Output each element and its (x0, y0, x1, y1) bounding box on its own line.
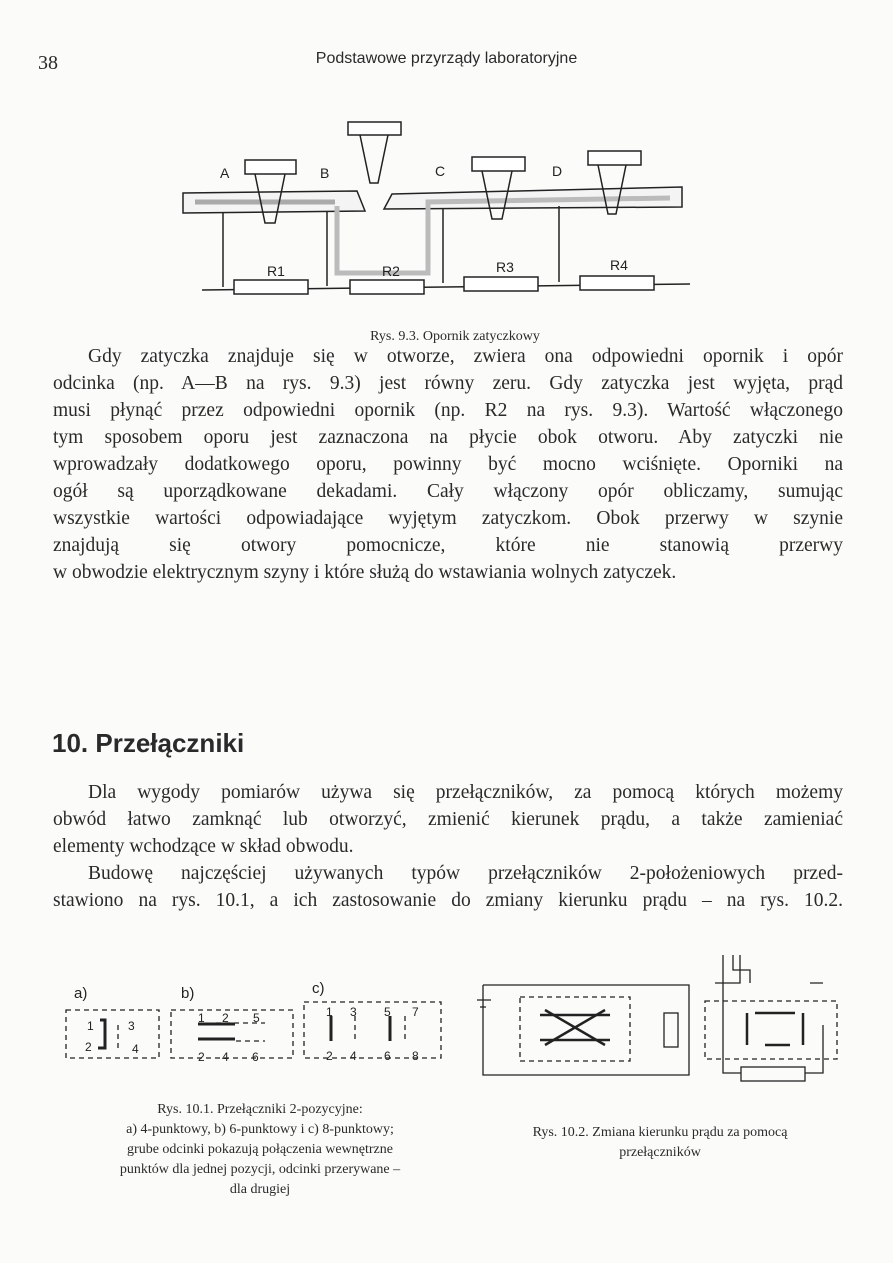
text-line: ogół są uporządkowane dekadami. Cały włączony opór obliczamy, sumując (53, 481, 843, 502)
text-line: wszystkie wartości odpowiadające wyjętym zatyczkom. Obok przerwy w szynie (53, 508, 843, 529)
caption-line: Rys. 10.2. Zmiana kierunku prądu za pomocą (532, 1125, 788, 1140)
pin-label: 5 (384, 1005, 391, 1019)
pin-label: 2 (198, 1050, 205, 1064)
panel-c-label: c) (312, 980, 325, 997)
label-b: B (320, 165, 330, 181)
text-line: tym sposobem oporu jest zaznaczona na płycie obok otworu. Aby zatyczki nie (53, 427, 843, 448)
label-r1: R1 (267, 263, 285, 279)
pin-label: 1 (326, 1005, 333, 1019)
text-line: elementy wchodzące w skład obwodu. (53, 836, 354, 857)
panel-a-label: a) (74, 985, 88, 1002)
figure-9-3-caption: Rys. 9.3. Opornik zatyczkowy (370, 329, 540, 344)
label-d: D (552, 163, 563, 179)
figure-10-2-current-reversal (465, 945, 855, 1095)
text-line: Gdy zatyczka znajduje się w otworze, zwiera ona odpowiedni opornik i opór (88, 346, 843, 367)
pin-label: 2 (85, 1040, 92, 1054)
text-line: musi płynąć przez odpowiedni opornik (np. R2 na rys. 9.3). Wartość włączonego (53, 400, 843, 421)
page-number: 38 (38, 52, 58, 74)
pin-label: 4 (132, 1042, 139, 1056)
text-line: obwód łatwo zamknąć lub otworzyć, zmienić kierunek prądu, a także zamieniać (53, 809, 843, 830)
label-r3: R3 (496, 259, 514, 275)
figure-10-1-caption (55, 1100, 465, 1200)
pin-label: 2 (222, 1011, 229, 1025)
label-r2: R2 (382, 263, 400, 279)
caption-line: dla drugiej (229, 1182, 291, 1197)
pin-label: 1 (87, 1019, 94, 1033)
pin-label: 4 (222, 1050, 229, 1064)
text-line: w obwodzie elektrycznym szyny i które służą do wstawiania wolnych zatyczek. (53, 562, 677, 583)
text-line: znajdują się otwory pomocnicze, które nie stanowią przerwy (53, 535, 843, 556)
caption-line: punktów dla jednej pozycji, odcinki przerywane – (119, 1162, 401, 1177)
label-c: C (435, 163, 446, 179)
pin-label: 1 (198, 1011, 205, 1025)
pin-label: 7 (412, 1005, 419, 1019)
caption-line: a) 4-punktowy, b) 6-punktowy i c) 8-punktowy; (126, 1122, 394, 1137)
caption-line: grube odcinki pokazują połączenia wewnętrzne (127, 1142, 393, 1157)
pin-label: 6 (252, 1050, 259, 1064)
figure-9-3-plug-resistor (170, 110, 720, 310)
pin-label: 8 (412, 1049, 419, 1063)
pin-label: 4 (350, 1049, 357, 1063)
label-a: A (220, 165, 230, 181)
running-header: Podstawowe przyrządy laboratoryjne (315, 50, 578, 67)
pin-label: 3 (350, 1005, 357, 1019)
text-line: Dla wygody pomiarów używa się przełączników, za pomocą których możemy (88, 782, 843, 803)
text-line: wprowadzały dodatkowego oporu, powinny być mocno wciśnięte. Oporniki na (53, 454, 843, 475)
pin-label: 3 (128, 1019, 135, 1033)
text-line: stawiono na rys. 10.1, a ich zastosowanie do zmiany kierunku prądu – na rys. 10.2. (53, 890, 843, 911)
figure-10-1-switches (50, 950, 470, 1070)
caption-line: Rys. 10.1. Przełączniki 2-pozycyjne: (157, 1102, 363, 1117)
pin-label: 5 (253, 1011, 260, 1025)
pin-label: 6 (384, 1049, 391, 1063)
section-heading: 10. Przełączniki (52, 728, 245, 758)
panel-b-label: b) (181, 985, 195, 1002)
pin-label: 2 (326, 1049, 333, 1063)
label-r4: R4 (610, 257, 628, 273)
caption-line: przełączników (619, 1145, 701, 1160)
figure-10-2-caption (475, 1123, 845, 1163)
text-line: Budowę najczęściej używanych typów przełączników 2-położeniowych przed- (88, 863, 843, 884)
text-line: odcinka (np. A—B na rys. 9.3) jest równy zeru. Gdy zatyczka jest wyjęta, prąd (53, 373, 843, 394)
